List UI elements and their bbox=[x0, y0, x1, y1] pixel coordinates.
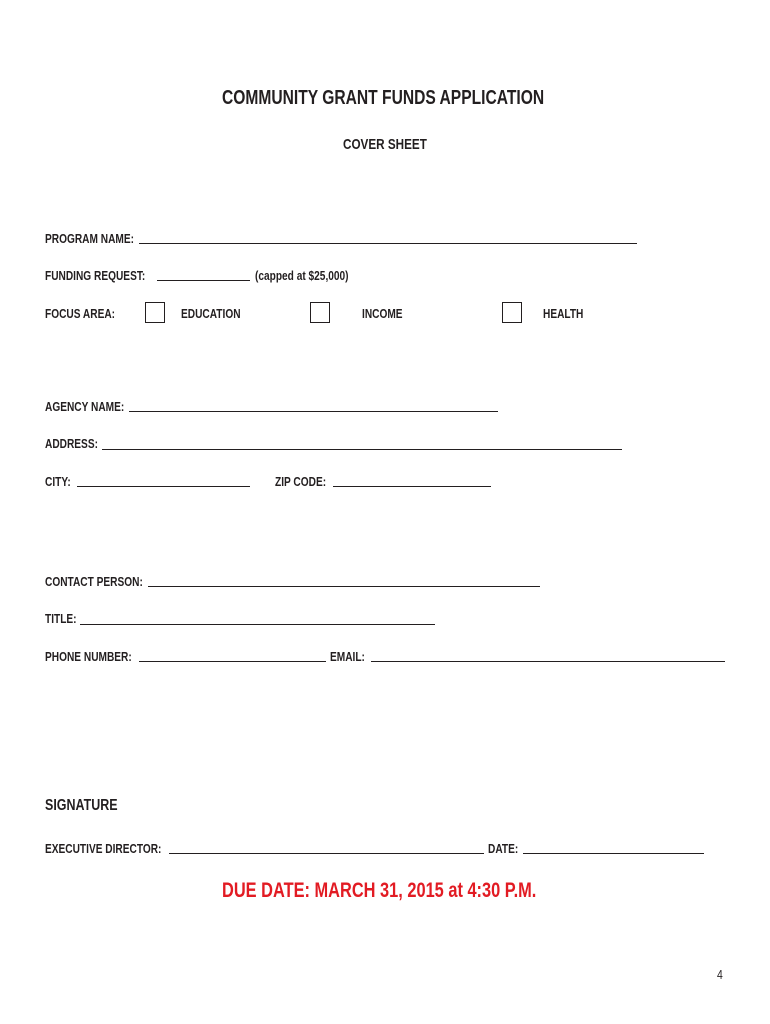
zip-code-field[interactable] bbox=[333, 486, 491, 487]
email-label: EMAIL: bbox=[330, 649, 365, 664]
form-title: COMMUNITY GRANT FUNDS APPLICATION bbox=[222, 87, 545, 109]
due-date-notice: DUE DATE: MARCH 31, 2015 at 4:30 P.M. bbox=[222, 879, 537, 902]
funding-cap-note: (capped at $25,000) bbox=[255, 268, 349, 283]
contact-person-field[interactable] bbox=[148, 586, 540, 587]
education-option-label: EDUCATION bbox=[181, 306, 241, 321]
signature-heading: SIGNATURE bbox=[45, 797, 118, 814]
city-label: CITY: bbox=[45, 474, 71, 489]
form-subtitle: COVER SHEET bbox=[343, 136, 427, 153]
program-name-label: PROGRAM NAME: bbox=[45, 231, 135, 246]
income-option-label: INCOME bbox=[362, 306, 403, 321]
program-name-field[interactable] bbox=[139, 243, 637, 244]
agency-name-label: AGENCY NAME: bbox=[45, 399, 125, 414]
executive-director-label: EXECUTIVE DIRECTOR: bbox=[45, 841, 162, 856]
date-label: DATE: bbox=[488, 841, 519, 856]
email-field[interactable] bbox=[371, 661, 725, 662]
agency-name-field[interactable] bbox=[129, 411, 498, 412]
contact-person-label: CONTACT PERSON: bbox=[45, 574, 143, 589]
health-checkbox[interactable] bbox=[502, 302, 522, 323]
health-option-label: HEALTH bbox=[543, 306, 584, 321]
city-field[interactable] bbox=[77, 486, 250, 487]
focus-area-label: FOCUS AREA: bbox=[45, 306, 116, 321]
address-field[interactable] bbox=[102, 449, 622, 450]
title-label: TITLE: bbox=[45, 611, 77, 626]
executive-director-signature-field[interactable] bbox=[169, 853, 484, 854]
phone-number-field[interactable] bbox=[139, 661, 326, 662]
funding-request-field[interactable] bbox=[157, 280, 250, 281]
title-field[interactable] bbox=[80, 624, 435, 625]
funding-request-label: FUNDING REQUEST: bbox=[45, 268, 146, 283]
address-label: ADDRESS: bbox=[45, 436, 98, 451]
date-field[interactable] bbox=[523, 853, 704, 854]
income-checkbox[interactable] bbox=[310, 302, 330, 323]
education-checkbox[interactable] bbox=[145, 302, 165, 323]
zip-code-label: ZIP CODE: bbox=[275, 474, 327, 489]
phone-number-label: PHONE NUMBER: bbox=[45, 649, 132, 664]
page-number: 4 bbox=[717, 967, 723, 982]
